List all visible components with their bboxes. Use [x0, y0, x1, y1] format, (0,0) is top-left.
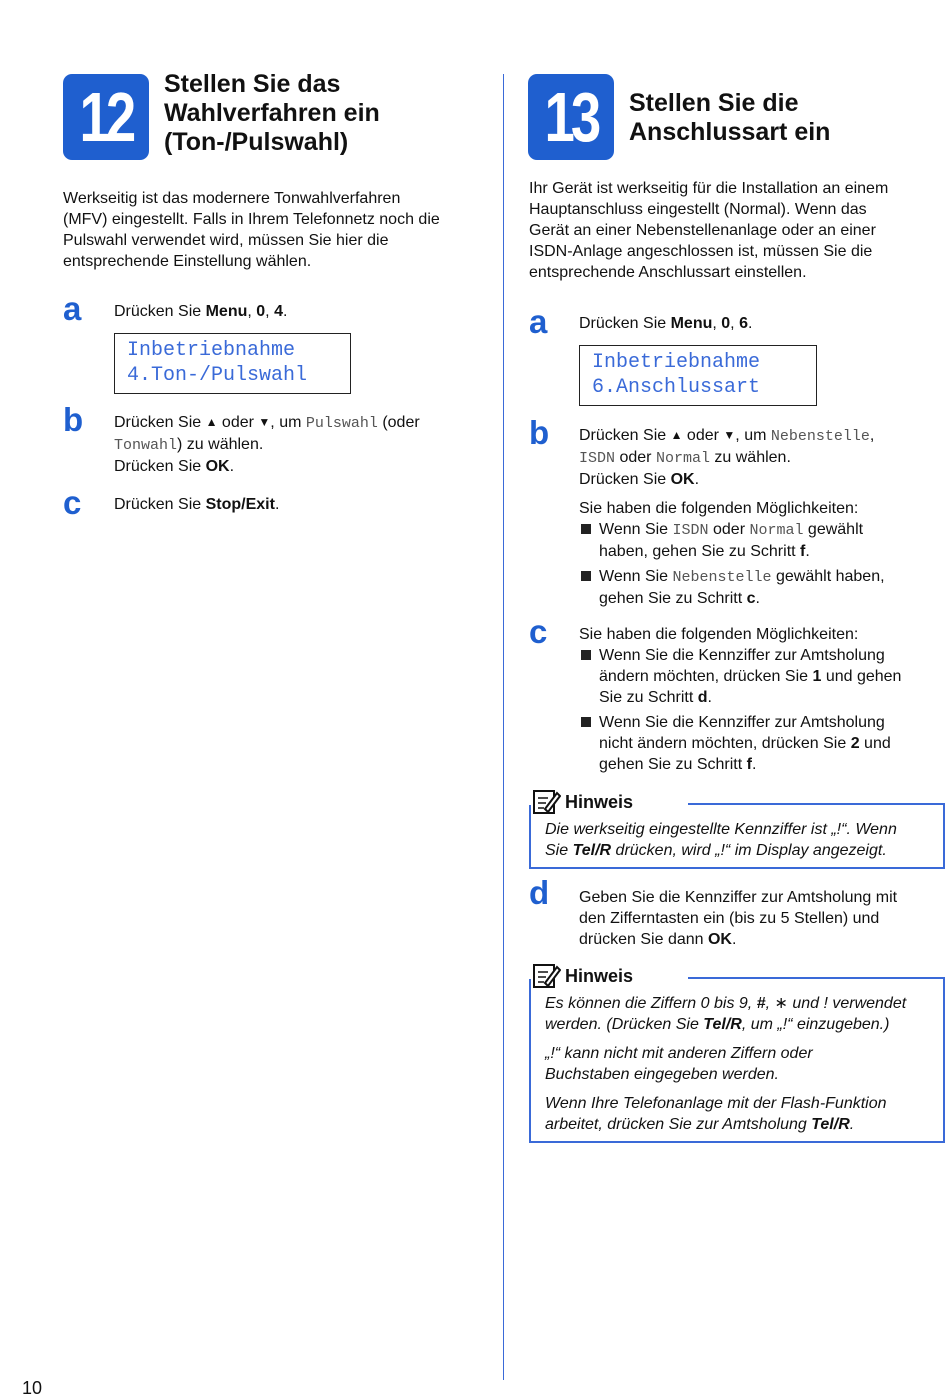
step-13-intro: Ihr Gerät ist werkseitig für die Installation an einem Hauptanschluss eingestellt (Normal). Wenn das Gerät an einer Nebenstellenanlage oder an einer ISDN-Anlage angeschlossen ist, müssen Sie die entsprechende Anschlussart einstellen. — [529, 180, 889, 281]
note-box: Es können die Ziffern 0 bis 9, #, ∗ und ! verwendet werden. (Drücken Sie Tel/R, um „!“ einzugeben.) „!“ kann nicht mit anderen Ziffern oder Buchstaben eingegeben werden. Wenn Ihre Telefonanlage mit der Flash-Funktion arbeitet, drücken Sie zur Amtsholung Tel/R. — [529, 979, 945, 1143]
up-arrow-icon: ▲ — [205, 415, 218, 429]
square-bullet-icon — [581, 650, 591, 660]
step-13-letter-b: b — [529, 414, 550, 451]
list-item: Wenn Sie die Kennziffer zur Amtsholung nicht ändern möchten, drücken Sie 2 und gehen Sie zu Schritt f. — [579, 712, 941, 775]
step-13-letter-d: d — [529, 874, 550, 911]
list-item: Wenn Sie ISDN oder Normal gewählt haben, gehen Sie zu Schritt f. — [579, 519, 939, 562]
list-item: Wenn Sie Nebenstelle gewählt haben, gehen Sie zu Schritt c. — [579, 566, 939, 609]
down-arrow-icon: ▼ — [723, 428, 736, 442]
square-bullet-icon — [581, 717, 591, 727]
square-bullet-icon — [581, 571, 591, 581]
up-arrow-icon: ▲ — [670, 428, 683, 442]
step-13-letter-a: a — [529, 303, 548, 340]
step-13-a-text: Drücken Sie Menu, 0, 6. — [579, 315, 753, 332]
step-12-letter-b: b — [63, 401, 84, 438]
step-12-letter-a: a — [63, 290, 82, 327]
step-13-d-text: Geben Sie die Kennziffer zur Amtsholung mit den Zifferntasten ein (bis zu 5 Stellen) und drücken Sie dann OK. — [579, 889, 898, 948]
lcd-display: Inbetriebnahme 4.Ton-/Pulswahl — [114, 333, 351, 394]
column-divider — [503, 74, 504, 1380]
step-13-b-text: Drücken Sie ▲ oder ▼, um Nebenstelle, ISDN oder Normal zu wählen. Drücken Sie OK. Sie haben die folgenden Möglichkeiten: Wenn Sie ISDN oder Normal gewählt haben, gehen Sie zu Schritt f. Wenn Sie Nebenstelle gewählt haben, gehen Sie zu Schritt c. — [579, 425, 939, 609]
note-box: Die werkseitig eingestellte Kennziffer ist „!“. Wenn Sie Tel/R drücken, wird „!“ im Display angezeigt. — [529, 805, 945, 869]
step-13-c-text: Sie haben die folgenden Möglichkeiten: Wenn Sie die Kennziffer zur Amtsholung ändern möchten, drücken Sie 1 und gehen Sie zu Schritt d. Wenn Sie die Kennziffer zur Amtsholung nicht ändern möchten, drücken Sie 2 und gehen Sie zu Schritt f. — [579, 624, 941, 775]
note-label: Hinweis — [565, 965, 634, 986]
note-label: Hinweis — [565, 791, 634, 812]
square-bullet-icon — [581, 524, 591, 534]
step-12-title: Stellen Sie das Wahlverfahren ein (Ton-/Pulswahl) — [164, 70, 380, 156]
step-12-a-text: Drücken Sie Menu, 0, 4. — [114, 303, 288, 320]
page-number: 10 — [22, 1378, 43, 1397]
step-12-c-text: Drücken Sie Stop/Exit. — [114, 496, 280, 513]
step-12-b-text: Drücken Sie ▲ oder ▼, um Pulswahl (oder Tonwahl) zu wählen. Drücken Sie OK. — [114, 414, 420, 475]
step-13-letter-c: c — [529, 613, 548, 650]
step-13-title: Stellen Sie die Anschlussart ein — [629, 89, 831, 146]
lcd-display: Inbetriebnahme 6.Anschlussart — [579, 345, 817, 406]
down-arrow-icon: ▼ — [258, 415, 271, 429]
step-13-badge: 13 — [528, 74, 614, 160]
list-item: Wenn Sie die Kennziffer zur Amtsholung ändern möchten, drücken Sie 1 und gehen Sie zu Schritt d. — [579, 645, 941, 708]
step-12-badge: 12 — [63, 74, 149, 160]
step-12-intro: Werkseitig ist das modernere Tonwahlverfahren (MFV) eingestellt. Falls in Ihrem Telefonnetz noch die Pulswahl verwendet wird, müssen Sie hier die entsprechende Einstellung wählen. — [63, 190, 440, 270]
step-12-letter-c: c — [63, 484, 82, 521]
